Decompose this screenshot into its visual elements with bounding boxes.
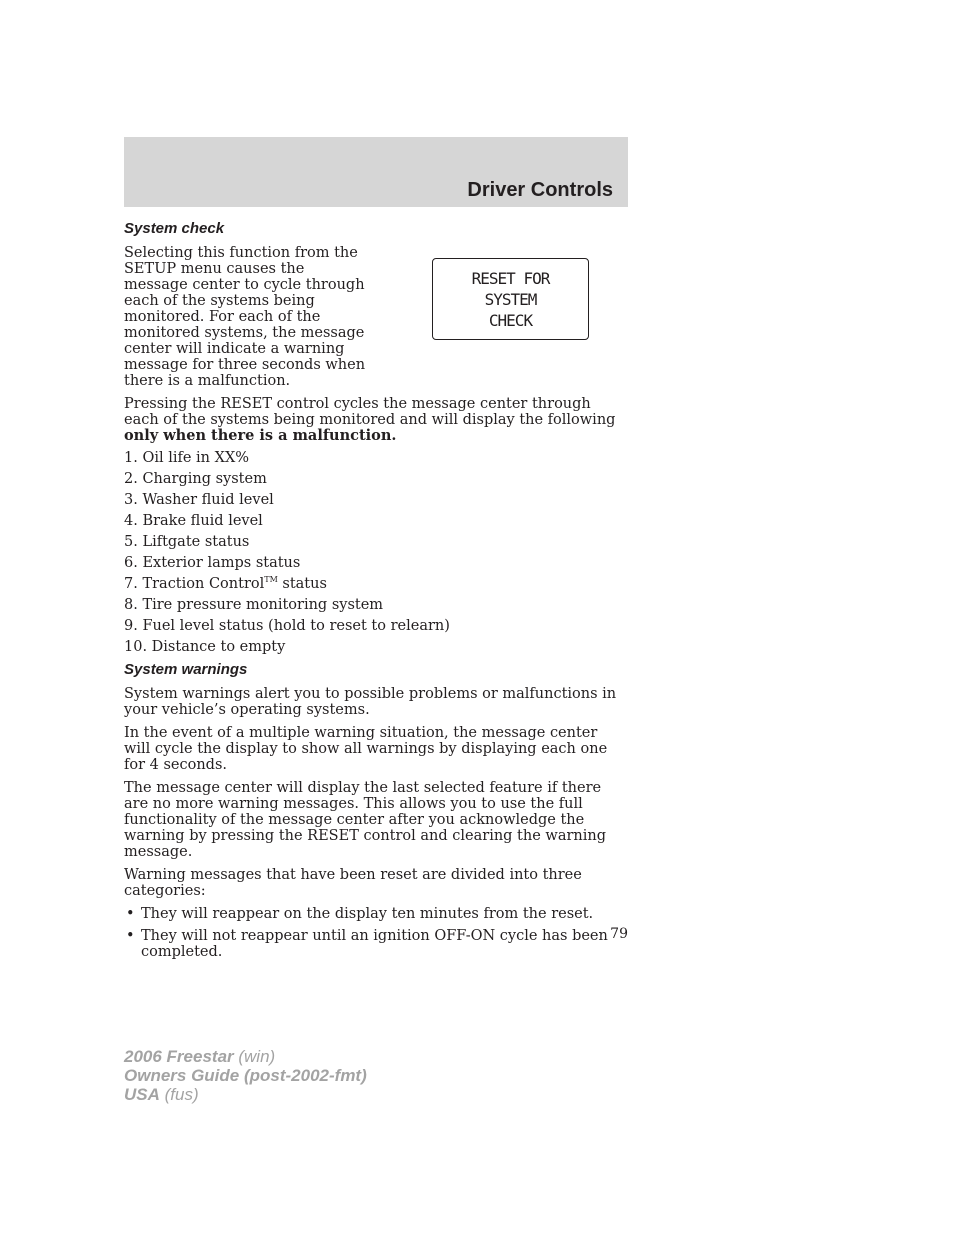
display-line-1: RESET FOR <box>471 268 550 288</box>
bullet-icon: • <box>126 906 135 922</box>
list-item: 5. Liftgate status <box>124 534 250 550</box>
list-item <box>124 576 628 592</box>
message-center-display-illustration <box>432 258 589 340</box>
warnings-paragraph: In the event of a multiple warning situation, the message center will cycle the display to show all warnings by displaying each one for 4 seconds. <box>124 725 608 773</box>
page-number: 79 <box>610 926 628 942</box>
system-warnings-heading: System warnings <box>124 661 248 678</box>
document-footer <box>124 1047 367 1104</box>
system-check-intro-text: Selecting this function from the SETUP menu causes the message center to cycle through each of the systems being monitored. For each of the monitored systems, the message center will indicate a warning message for three seconds when there is a malfunction. <box>124 245 366 389</box>
list-item-suffix: status <box>277 576 327 592</box>
footer-line-3 <box>124 1085 367 1104</box>
bullet-text: They will reappear on the display ten minutes from the reset. <box>141 906 594 922</box>
reset-paragraph-text: Pressing the RESET control cycles the message center through each of the systems being monitored and will display the following <box>124 396 616 428</box>
list-item <box>124 928 628 960</box>
list-item <box>124 906 628 922</box>
reset-control-paragraph <box>124 396 628 444</box>
footer-line-2: Owners Guide (post-2002-fmt) <box>124 1066 367 1085</box>
list-item: 10. Distance to empty <box>124 639 286 655</box>
warnings-paragraph: Warning messages that have been reset are divided into three categories: <box>124 867 582 899</box>
section-header-band <box>124 137 628 207</box>
monitored-systems-list <box>124 450 628 655</box>
list-item-text: 7. Traction Control <box>124 576 265 592</box>
list-item: 9. Fuel level status (hold to reset to relearn) <box>124 618 450 634</box>
warnings-paragraph: The message center will display the last selected feature if there are no more warning messages. This allows you to use the full functionality of the message center after you acknowledge the warning by pressing the RESET control and clearing the warning message. <box>124 780 606 860</box>
footer-market-code: (fus) <box>159 1085 199 1104</box>
system-check-heading: System check <box>124 220 225 237</box>
list-item: 6. Exterior lamps status <box>124 555 301 571</box>
warnings-paragraph: System warnings alert you to possible problems or malfunctions in your vehicle’s operating systems. <box>124 686 617 718</box>
display-line-3: CHECK <box>488 310 533 330</box>
section-title: Driver Controls <box>467 179 613 201</box>
display-line-2: SYSTEM <box>484 289 537 309</box>
list-item: 1. Oil life in XX% <box>124 450 250 466</box>
bullet-text: They will not reappear until an ignition OFF-ON cycle has been completed. <box>141 928 608 960</box>
footer-model-code: (win) <box>233 1047 276 1066</box>
reset-paragraph-emphasis: only when there is a malfunction. <box>124 427 397 444</box>
warning-categories-list <box>124 906 628 960</box>
list-item: 8. Tire pressure monitoring system <box>124 597 384 613</box>
footer-model: 2006 Freestar <box>124 1047 234 1066</box>
trademark-mark: TM <box>264 575 278 585</box>
list-item: 2. Charging system <box>124 471 267 487</box>
bullet-icon: • <box>126 928 135 944</box>
system-check-intro <box>124 245 628 389</box>
footer-market: USA <box>124 1085 160 1104</box>
footer-line-1 <box>124 1047 367 1066</box>
list-item: 3. Washer fluid level <box>124 492 274 508</box>
list-item: 4. Brake fluid level <box>124 513 263 529</box>
page-content <box>124 219 628 966</box>
